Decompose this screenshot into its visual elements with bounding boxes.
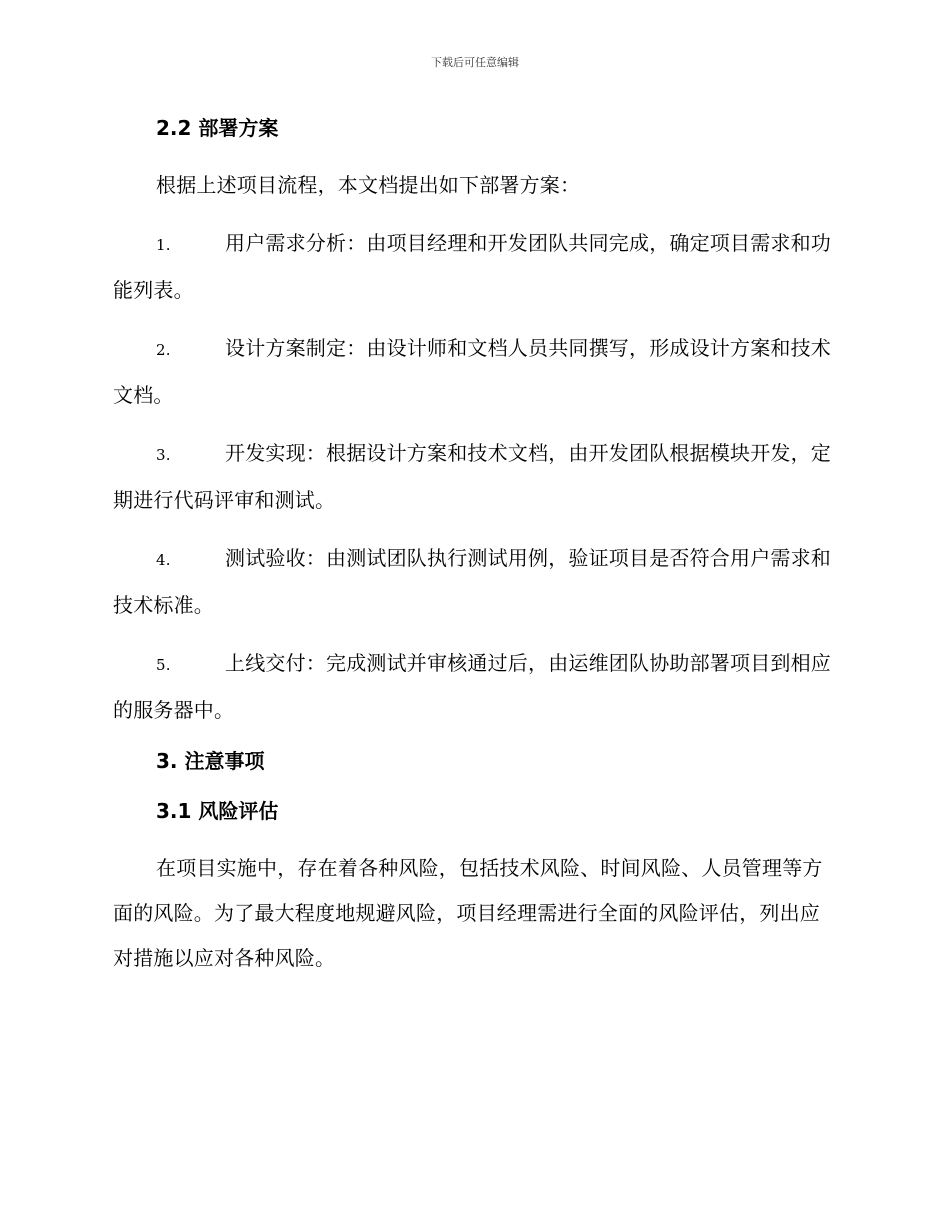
heading-2-2: 2.2 部署方案 <box>156 116 279 140</box>
list-number: 1. <box>156 236 171 254</box>
list-number: 3. <box>156 446 171 464</box>
list-item-text: 测试验收：由测试团队执行测试用例，验证项目是否符合用户需求和技术标准。 <box>113 546 831 617</box>
page-header-note: 下载后可任意编辑 <box>431 56 519 69</box>
list-number: 4. <box>156 551 171 569</box>
heading-3-1: 3.1 风险评估 <box>156 799 279 823</box>
list-item <box>113 536 835 628</box>
list-number: 2. <box>156 341 171 359</box>
list-item <box>113 221 835 313</box>
risk-paragraph: 在项目实施中，存在着各种风险，包括技术风险、时间风险、人员管理等方面的风险。为了最大程度地规避风险，项目经理需进行全面的风险评估，列出应对措施以应对各种风险。 <box>113 856 823 970</box>
list-item-text: 上线交付：完成测试并审核通过后，由运维团队协助部署项目到相应的服务器中。 <box>113 651 831 722</box>
intro-paragraph: 根据上述项目流程，本文档提出如下部署方案： <box>156 173 581 197</box>
list-item-text: 开发实现：根据设计方案和技术文档，由开发团队根据模块开发，定期进行代码评审和测试。 <box>113 441 831 512</box>
heading-3: 3. 注意事项 <box>156 749 265 773</box>
list-item <box>113 641 835 733</box>
list-item-text: 用户需求分析：由项目经理和开发团队共同完成，确定项目需求和功能列表。 <box>113 231 831 302</box>
list-number: 5. <box>156 656 171 674</box>
list-item-text: 设计方案制定：由设计师和文档人员共同撰写，形成设计方案和技术文档。 <box>113 336 831 407</box>
document-body <box>113 113 835 994</box>
list-item <box>113 326 835 418</box>
list-item <box>113 431 835 523</box>
